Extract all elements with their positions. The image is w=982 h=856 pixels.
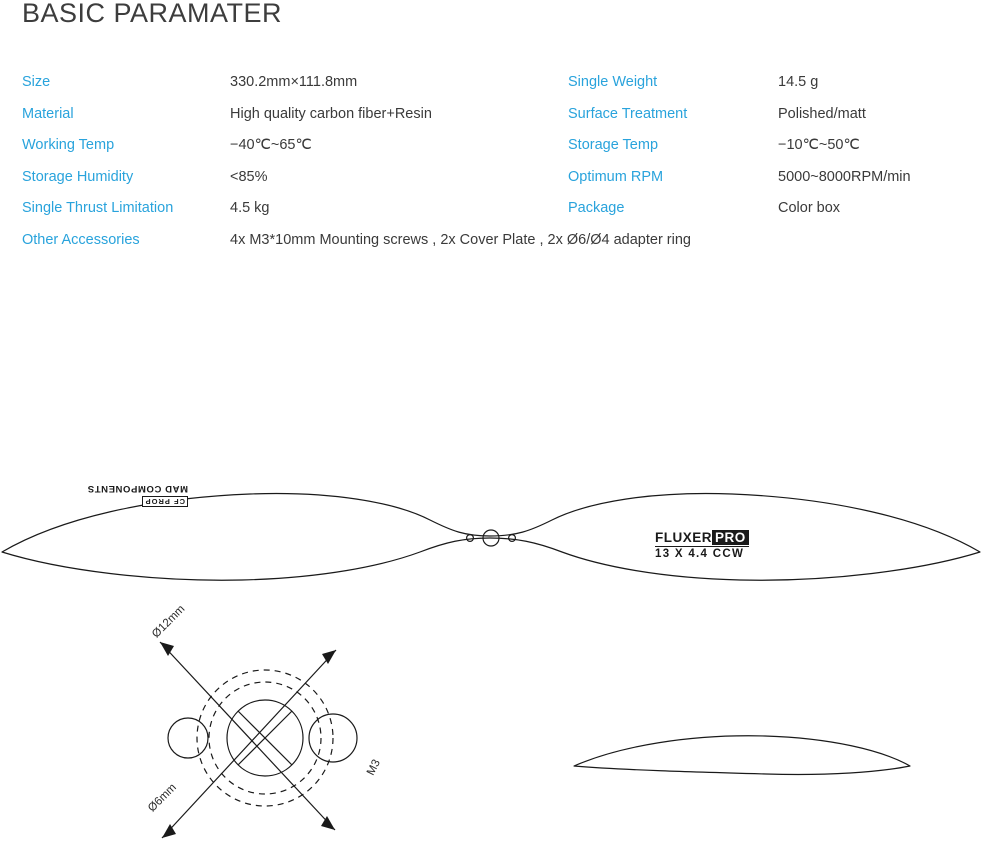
mad-components-label: MAD COMPONENTS [87,483,188,494]
page-title: BASIC PARAMATER [22,0,283,28]
blade-marking-left [58,483,188,512]
spec-item-optimum-rpm [568,167,962,187]
spec-label: Size [22,74,51,90]
spec-row [22,198,962,218]
hub-detail-drawing [120,620,440,856]
spec-label: Working Temp [22,137,115,153]
dimension-outer-diameter: Ø12mm [150,603,188,641]
spec-value: Color box [778,200,841,216]
spec-label: Single Thrust Limitation [22,200,174,216]
spec-label: Storage Temp [568,137,659,153]
spec-row [22,167,962,187]
spec-value: 14.5 g [778,74,819,90]
spec-row [22,104,962,124]
spec-value: High quality carbon fiber+Resin [230,105,432,122]
spec-label: Material [22,105,74,122]
dimension-inner-diameter: Ø6mm [146,781,179,815]
pro-badge: PRO [712,530,749,545]
spec-value: 4x M3*10mm Mounting screws , 2x Cover Plate , 2x Ø6/Ø4 adapter ring [230,231,691,248]
blade-side-profile-drawing [560,710,920,800]
spec-label: Other Accessories [22,231,140,248]
spec-value: 5000~8000RPM/min [778,168,911,185]
spec-row [22,230,962,250]
dimension-screw-size: M3 [365,757,383,778]
blade-marking-right [655,530,749,560]
spec-item-working-temp [22,135,568,155]
spec-value: 330.2mm×111.8mm [230,74,358,90]
spec-label: Optimum RPM [568,168,664,185]
spec-item-single-thrust-limitation [22,198,568,218]
spec-item-surface-treatment [568,104,962,124]
spec-label: Single Weight [568,74,658,90]
spec-label: Package [568,200,625,216]
fluxer-label [655,530,749,545]
spec-item-package [568,198,962,218]
spec-value: 4.5 kg [230,200,270,216]
spec-label: Storage Humidity [22,168,134,185]
spec-item-material [22,104,568,124]
cf-prop-badge: CF PROP [142,496,188,507]
spec-row [22,135,962,155]
spec-value: −10℃~50℃ [778,137,860,153]
fluxer-text: FLUXER [655,530,712,545]
prop-size-code: 13 X 4.4 CCW [655,546,749,560]
spec-value: −40℃~65℃ [230,137,312,153]
spec-item-size [22,72,568,92]
spec-row [22,72,962,92]
spec-item-storage-humidity [22,167,568,187]
spec-label: Surface Treatment [568,105,688,122]
spec-value: Polished/matt [778,105,866,122]
spec-item-storage-temp [568,135,962,155]
spec-item-single-weight [568,72,962,92]
spec-item-other-accessories [22,230,962,250]
spec-value: <85% [230,168,268,185]
spec-table [22,72,962,261]
